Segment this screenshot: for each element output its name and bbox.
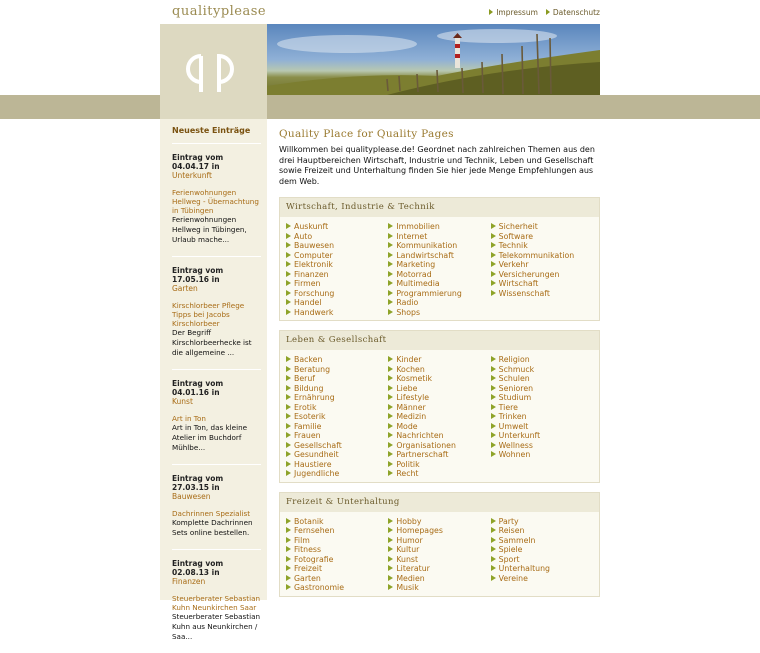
category-link[interactable]: Ernährung [286, 393, 388, 403]
category-link[interactable]: Reisen [491, 526, 593, 536]
category-link[interactable]: Tiere [491, 403, 593, 413]
entry-category-link[interactable]: Unterkunft [172, 171, 212, 180]
qp-monogram-icon [179, 52, 249, 92]
lighthouse-dunes-image [267, 24, 600, 95]
sidebar-entry [172, 369, 261, 464]
section-title: Freizeit & Unterhaltung [280, 493, 599, 512]
category-link[interactable]: Studium [491, 393, 593, 403]
category-link[interactable]: Auskunft [286, 222, 388, 232]
category-link[interactable]: Film [286, 536, 388, 546]
entry-category-link[interactable]: Finanzen [172, 577, 206, 586]
category-column [286, 517, 388, 593]
category-link[interactable]: Spiele [491, 545, 593, 555]
category-link[interactable]: Hobby [388, 517, 490, 527]
category-link[interactable]: Religion [491, 355, 593, 365]
category-section [279, 197, 600, 321]
category-link[interactable]: Senioren [491, 384, 593, 394]
entry-category-link[interactable]: Garten [172, 284, 198, 293]
category-link[interactable]: Nachrichten [388, 431, 490, 441]
category-link[interactable]: Unterkunft [491, 431, 593, 441]
category-column [388, 222, 490, 317]
entry-date: Eintrag vom 27.03.15 in [172, 474, 224, 492]
category-link[interactable]: Kommunikation [388, 241, 490, 251]
category-link[interactable]: Lifestyle [388, 393, 490, 403]
category-link[interactable]: Sport [491, 555, 593, 565]
category-link[interactable]: Liebe [388, 384, 490, 394]
category-link[interactable]: Männer [388, 403, 490, 413]
category-link[interactable]: Kinder [388, 355, 490, 365]
entry-title-link[interactable]: Art in Ton [172, 414, 206, 423]
datenschutz-link[interactable]: Datenschutz [546, 8, 600, 17]
category-link[interactable]: Jugendliche [286, 469, 388, 479]
category-link[interactable]: Botanik [286, 517, 388, 527]
category-link[interactable]: Bildung [286, 384, 388, 394]
category-link[interactable]: Internet [388, 232, 490, 242]
category-link[interactable]: Medien [388, 574, 490, 584]
category-link[interactable]: Elektronik [286, 260, 388, 270]
category-link[interactable]: Software [491, 232, 593, 242]
category-link[interactable]: Forschung [286, 289, 388, 299]
category-link[interactable]: Auto [286, 232, 388, 242]
entry-category-link[interactable]: Kunst [172, 397, 193, 406]
category-link[interactable]: Backen [286, 355, 388, 365]
category-column [286, 355, 388, 479]
category-link[interactable]: Sicherheit [491, 222, 593, 232]
category-columns [280, 512, 599, 596]
category-link[interactable]: Beratung [286, 365, 388, 375]
category-link[interactable]: Radio [388, 298, 490, 308]
site-logo[interactable]: qualityplease [172, 4, 267, 19]
category-link[interactable]: Mode [388, 422, 490, 432]
category-link[interactable]: Wissenschaft [491, 289, 593, 299]
entry-description: Art in Ton, das kleine Atelier im Buchdorf Mühlbe... [172, 423, 248, 452]
category-section [279, 330, 600, 483]
entry-description: Der Begriff Kirschlorbeerhecke ist die allgemeine ... [172, 328, 252, 357]
category-link[interactable]: Bauwesen [286, 241, 388, 251]
category-link[interactable]: Partnerschaft [388, 450, 490, 460]
category-link[interactable]: Politik [388, 460, 490, 470]
sidebar-entry [172, 549, 261, 653]
top-nav [489, 8, 600, 17]
sidebar-entry [172, 464, 261, 549]
sidebar-entry [172, 143, 261, 256]
category-column [388, 355, 490, 479]
category-link[interactable]: Handel [286, 298, 388, 308]
entry-title-link[interactable]: Ferienwohnungen Hellweg - Übernachtung in Tübingen [172, 188, 259, 215]
entry-title-link[interactable]: Steuerberater Sebastian Kuhn Neunkirchen Saar [172, 594, 261, 612]
category-link[interactable]: Fernsehen [286, 526, 388, 536]
category-link[interactable]: Multimedia [388, 279, 490, 289]
sidebar [160, 119, 267, 641]
category-link[interactable]: Kultur [388, 545, 490, 555]
category-link[interactable]: Handwerk [286, 308, 388, 318]
category-columns [280, 350, 599, 482]
category-column [491, 222, 593, 317]
category-column [388, 517, 490, 593]
category-link[interactable]: Fotografie [286, 555, 388, 565]
category-link[interactable]: Musik [388, 583, 490, 593]
section-title: Leben & Gesellschaft [280, 331, 599, 350]
category-link[interactable]: Programmierung [388, 289, 490, 299]
category-link[interactable]: Verkehr [491, 260, 593, 270]
category-column [491, 517, 593, 593]
category-column [491, 355, 593, 479]
category-link[interactable]: Frauen [286, 431, 388, 441]
sidebar-heading: Neueste Einträge [172, 126, 251, 135]
category-link[interactable]: Recht [388, 469, 490, 479]
category-link[interactable]: Marketing [388, 260, 490, 270]
entry-date: Eintrag vom 04.01.16 in [172, 379, 224, 397]
category-link[interactable]: Landwirtschaft [388, 251, 490, 261]
entry-date: Eintrag vom 04.04.17 in [172, 153, 224, 171]
category-link[interactable]: Finanzen [286, 270, 388, 280]
category-link[interactable]: Motorrad [388, 270, 490, 280]
category-link[interactable]: Literatur [388, 564, 490, 574]
category-link[interactable]: Vereine [491, 574, 593, 584]
entry-description: Komplette Dachrinnen Sets online bestellen. [172, 518, 253, 537]
category-sections [279, 197, 600, 597]
category-link[interactable]: Medizin [388, 412, 490, 422]
category-link[interactable]: Firmen [286, 279, 388, 289]
category-link[interactable]: Immobilien [388, 222, 490, 232]
qp-logo-box [160, 24, 267, 119]
entry-date: Eintrag vom 17.05.16 in [172, 266, 224, 284]
entry-description: Steuerberater Sebastian Kuhn aus Neunkirchen / Saa... [172, 612, 261, 641]
category-link[interactable]: Freizeit [286, 564, 388, 574]
category-column [286, 222, 388, 317]
section-title: Wirtschaft, Industrie & Technik [280, 198, 599, 217]
category-link[interactable]: Wirtschaft [491, 279, 593, 289]
category-link[interactable]: Garten [286, 574, 388, 584]
entry-description: Ferienwohnungen Hellweg in Tübingen, Urlaub mache... [172, 215, 247, 244]
category-link[interactable]: Sammeln [491, 536, 593, 546]
category-link[interactable]: Organisationen [388, 441, 490, 451]
category-link[interactable]: Gesellschaft [286, 441, 388, 451]
category-link[interactable]: Esoterik [286, 412, 388, 422]
category-link[interactable]: Haustiere [286, 460, 388, 470]
category-link[interactable]: Shops [388, 308, 490, 318]
category-link[interactable]: Kosmetik [388, 374, 490, 384]
category-link[interactable]: Telekommunikation [491, 251, 593, 261]
category-link[interactable]: Wohnen [491, 450, 593, 460]
category-link[interactable]: Technik [491, 241, 593, 251]
category-link[interactable]: Wellness [491, 441, 593, 451]
intro-text: Willkommen bei qualityplease.de! Geordnet nach zahlreichen Themen aus den drei Hauptbereichen Wirtschaft, Industrie und Technik, Leben und Gesellschaft sowie Freizeit und Unterhaltung finden Sie hier jede Menge Empfehlungen aus dem Web. [279, 145, 595, 186]
page-tagline: Quality Place for Quality Pages [279, 128, 454, 140]
main-content [279, 128, 600, 606]
category-columns [280, 217, 599, 320]
header-band [0, 95, 760, 119]
category-link[interactable]: Schmuck [491, 365, 593, 375]
category-link[interactable]: Kochen [388, 365, 490, 375]
sidebar-entry [172, 256, 261, 369]
category-link[interactable]: Gesundheit [286, 450, 388, 460]
category-link[interactable]: Beruf [286, 374, 388, 384]
category-link[interactable]: Schulen [491, 374, 593, 384]
header-photo [267, 24, 600, 95]
category-link[interactable]: Party [491, 517, 593, 527]
category-link[interactable]: Familie [286, 422, 388, 432]
category-link[interactable]: Fitness [286, 545, 388, 555]
category-link[interactable]: Computer [286, 251, 388, 261]
category-link[interactable]: Unterhaltung [491, 564, 593, 574]
entry-category-link[interactable]: Bauwesen [172, 492, 211, 501]
category-link[interactable]: Homepages [388, 526, 490, 536]
impressum-link[interactable]: Impressum [489, 8, 538, 17]
category-link[interactable]: Gastronomie [286, 583, 388, 593]
category-link[interactable]: Umwelt [491, 422, 593, 432]
entry-title-link[interactable]: Dachrinnen Spezialist [172, 509, 251, 518]
category-link[interactable]: Erotik [286, 403, 388, 413]
entry-title-link[interactable]: Kirschlorbeer Pflege Tipps bei Jacobs Kirschlorbeer [172, 301, 245, 328]
category-link[interactable]: Humor [388, 536, 490, 546]
category-section [279, 492, 600, 597]
entry-date: Eintrag vom 02.08.13 in [172, 559, 224, 577]
category-link[interactable]: Kunst [388, 555, 490, 565]
category-link[interactable]: Trinken [491, 412, 593, 422]
category-link[interactable]: Versicherungen [491, 270, 593, 280]
